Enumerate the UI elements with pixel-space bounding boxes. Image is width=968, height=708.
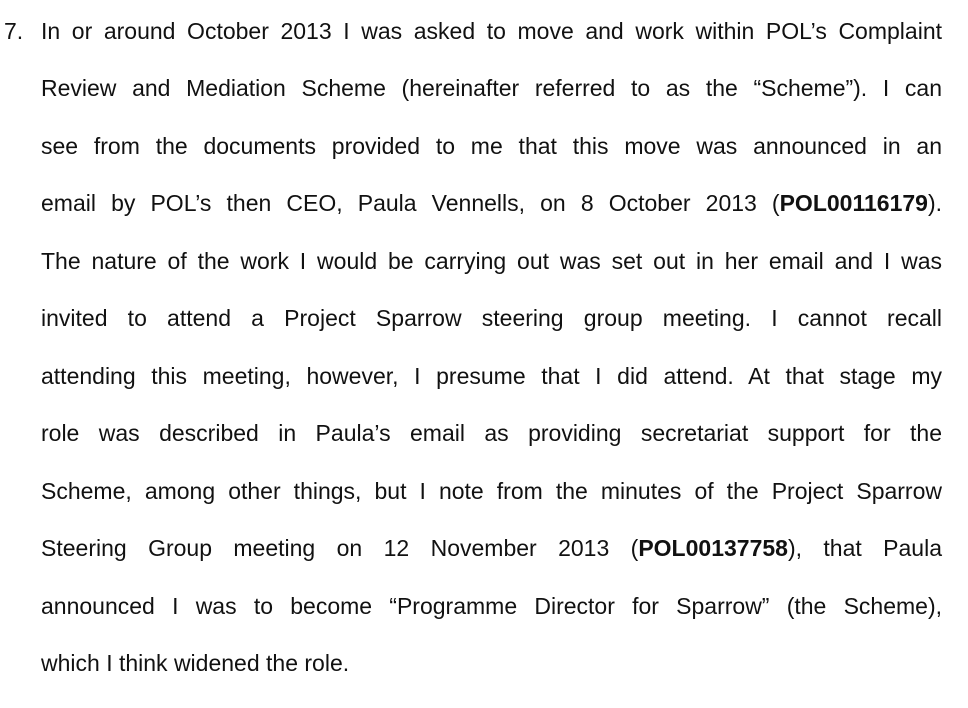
- paragraph-line: [41, 586, 942, 626]
- paragraph-line: [41, 356, 942, 396]
- text-segment: role was described in Paula’s email as providing secretariat support for the: [41, 420, 942, 446]
- paragraph-number: 7.: [4, 18, 24, 44]
- document-reference: POL00116179: [779, 190, 928, 216]
- text-segment: In or around October 2013 I was asked to move and work within POL’s Complaint: [41, 18, 942, 44]
- paragraph-line: [41, 126, 942, 166]
- paragraph-line: [41, 471, 942, 511]
- paragraph-line: [41, 68, 942, 108]
- paragraph-line: [41, 643, 942, 683]
- text-segment: The nature of the work I would be carrying out was set out in her email and I was: [41, 248, 942, 274]
- text-segment: Review and Mediation Scheme (hereinafter referred to as the “Scheme”). I can: [41, 75, 942, 101]
- paragraph-line: [41, 298, 942, 338]
- text-segment: Steering Group meeting on 12 November 2013 (: [41, 535, 639, 561]
- text-segment: email by POL’s then CEO, Paula Vennells, on 8 October 2013 (: [41, 190, 780, 216]
- text-segment: see from the documents provided to me that this move was announced in an: [41, 133, 942, 159]
- paragraph-line: [41, 413, 942, 453]
- paragraph-line: [41, 11, 942, 51]
- text-segment: Scheme, among other things, but I note from the minutes of the Project Sparrow: [41, 478, 942, 504]
- paragraph-line: [41, 528, 942, 568]
- paragraph-line: [41, 241, 942, 281]
- text-segment: announced I was to become “Programme Director for Sparrow” (the Scheme),: [41, 593, 942, 619]
- text-segment: attending this meeting, however, I presume that I did attend. At that stage my: [41, 363, 942, 389]
- paragraph-line: [41, 183, 942, 223]
- text-segment: ), that Paula: [787, 535, 942, 561]
- text-segment: which I think widened the role.: [41, 650, 350, 676]
- document-reference: POL00137758: [638, 535, 788, 561]
- text-segment: invited to attend a Project Sparrow steering group meeting. I cannot recall: [41, 305, 942, 331]
- text-segment: ).: [927, 190, 942, 216]
